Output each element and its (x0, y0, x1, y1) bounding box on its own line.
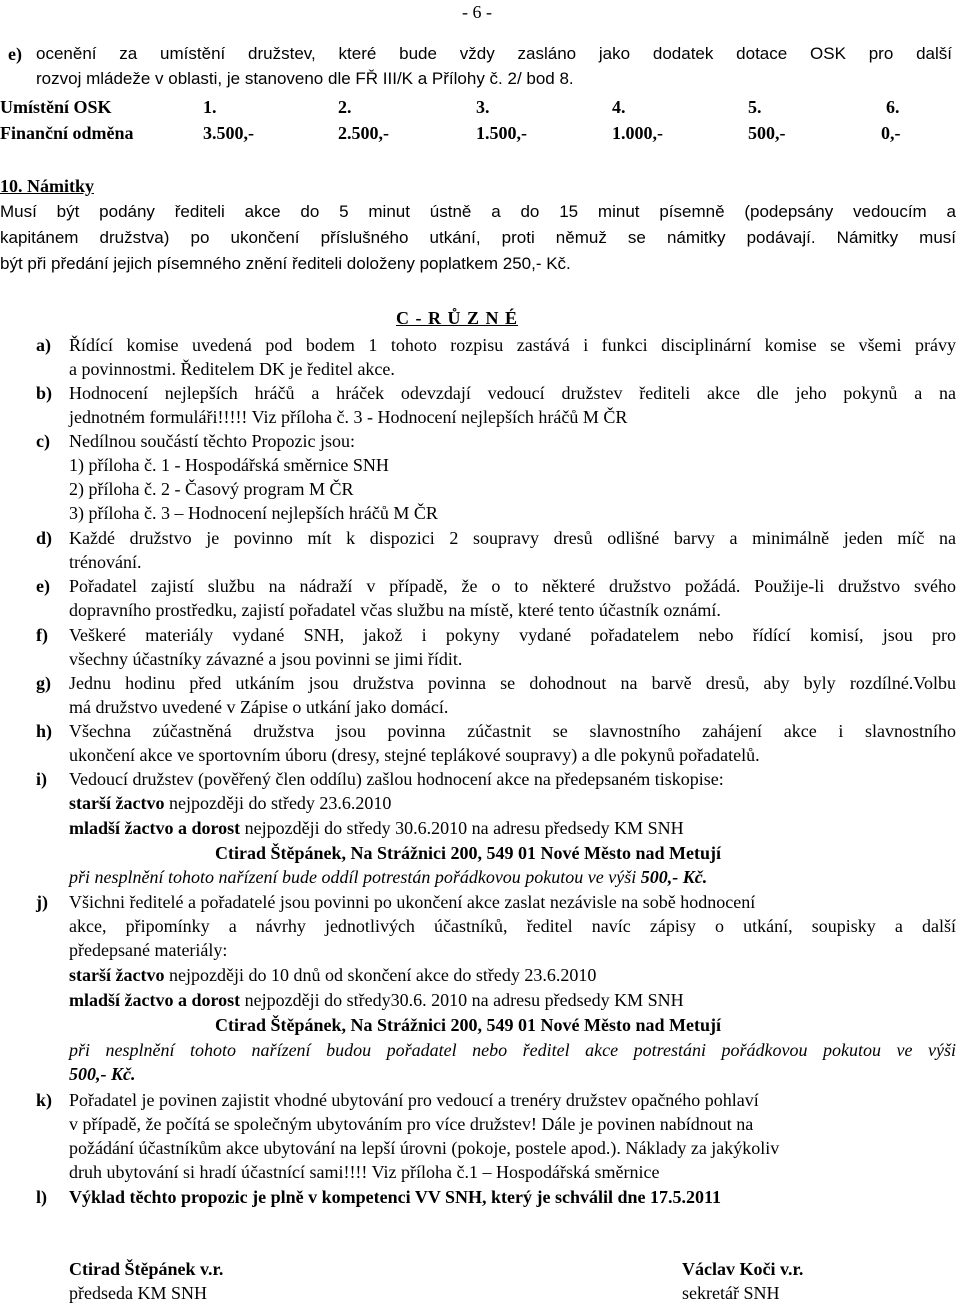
list-item: 2) příloha č. 2 - Časový program M ČR (69, 479, 354, 499)
table-cell: 2.500,- (338, 123, 389, 143)
paragraph-line: Každé družstvo je povinno mít k dispozici 2 soupravy dresů odlišné barvy a minimálně jeden míč na (69, 528, 956, 548)
paragraph-line: Hodnocení nejlepších hráčů a hráček odevzdají vedoucí družstev řediteli akce dle jeho pokynů a na (69, 383, 956, 403)
deadline-group: starší žactvo (69, 965, 165, 985)
penalty-amount: 500,- Kč. (640, 867, 708, 887)
paragraph-line: ocenění za umístění družstev, které bude vždy zasláno jako dodatek dotace OSK pro další (36, 44, 952, 63)
list-item: 1) příloha č. 1 - Hospodářská směrnice SNH (69, 455, 389, 475)
item-label: e) (8, 44, 22, 64)
paragraph-line: Řídící komise uvedená pod bodem 1 tohoto rozpisu zastává i funkci disciplinární komise se všemi právy (69, 335, 956, 355)
item-label: k) (36, 1090, 53, 1110)
table-cell: 4. (612, 97, 626, 117)
table-row-label: Umístění OSK (0, 97, 112, 117)
item-label: j) (36, 892, 48, 912)
address-line: Ctirad Štěpánek, Na Strážnici 200, 549 01 Nové Město nad Metují (215, 1015, 721, 1035)
paragraph-line: druh ubytování si hradí účastnící sami!!!! Viz příloha č.1 – Hospodářská směrnice (69, 1162, 660, 1182)
table-cell: 6. (886, 97, 900, 117)
page-number: - 6 - (462, 2, 492, 22)
item-label: i) (36, 769, 47, 789)
list-item: 3) příloha č. 3 – Hodnocení nejlepších hráčů M ČR (69, 503, 438, 523)
deadline-group: mladší žactvo a dorost (69, 990, 241, 1010)
item-label: c) (36, 431, 50, 451)
item-label: e) (36, 576, 50, 596)
section-heading: 10. Námitky (0, 176, 94, 196)
penalty-line (69, 865, 707, 889)
paragraph-line: rozvoj mládeže v oblasti, je stanoveno dle FŘ III/K a Přílohy č. 2/ bod 8. (36, 69, 574, 88)
paragraph-line: všechny účastníky závazné a jsou povinni se jimi řídit. (69, 649, 463, 669)
section-heading: C - R Ů Z N É (396, 308, 519, 328)
paragraph-line: jednotném formuláři!!!!! Viz příloha č. 3 - Hodnocení nejlepších hráčů M ČR (69, 407, 628, 427)
deadline-text: nejpozději do středy 30.6.2010 na adresu předsedy KM SNH (240, 818, 684, 838)
table-cell: 5. (748, 97, 762, 117)
paragraph-line: Musí být podány řediteli akce do 5 minut ústně a do 15 minut písemně (podepsány vedoucím a (0, 202, 956, 221)
item-label: b) (36, 383, 53, 403)
paragraph-line: kapitánem družstva) po ukončení příslušného utkání, proti němuž se námitky podávají. Námitky musí (0, 228, 956, 247)
paragraph-line: v případě, že počítá se společným ubytováním pro více družstev! Dále je povinen nabídnout na (69, 1114, 754, 1134)
table-cell: 1. (203, 97, 217, 117)
paragraph-line: a povinnostmi. Ředitelem DK je ředitel akce. (69, 359, 395, 379)
table-row-label: Finanční odměna (0, 123, 134, 143)
item-label: g) (36, 673, 51, 693)
deadline-line (69, 988, 684, 1012)
paragraph-line: Veškeré materiály vydané SNH, jakož i pokyny vydané pořadatelem nebo řídící komisí, jsou pro (69, 625, 956, 645)
table-cell: 2. (338, 97, 352, 117)
item-label: h) (36, 721, 53, 741)
paragraph-line: trénování. (69, 552, 142, 572)
penalty-text: při nesplnění tohoto nařízení bude oddíl potrestán pořádkovou pokutou ve výši (69, 867, 641, 887)
deadline-group: mladší žactvo a dorost (69, 818, 241, 838)
table-cell: 1.000,- (612, 123, 663, 143)
item-label: f) (36, 625, 48, 645)
table-cell: 500,- (748, 123, 786, 143)
paragraph-line: Všichni ředitelé a pořadatelé jsou povinni po ukončení akce zaslat nezávisle na sobě hodnocení (69, 892, 756, 912)
signature-name: Václav Koči v.r. (682, 1259, 804, 1279)
paragraph-line: ukončení akce ve sportovním úboru (dresy, stejné teplákové soupravy) a dle pokynů pořadatelů. (69, 745, 760, 765)
penalty-amount: 500,- Kč. (69, 1064, 136, 1084)
deadline-text: nejpozději do středy30.6. 2010 na adresu předsedy KM SNH (240, 990, 684, 1010)
address-line: Ctirad Štěpánek, Na Strážnici 200, 549 01 Nové Město nad Metují (215, 843, 721, 863)
paragraph-line: Výklad těchto propozic je plně v kompetenci VV SNH, který je schválil dne 17.5.2011 (69, 1187, 721, 1207)
paragraph-line: Jednu hodinu před utkáním jsou družstva povinna se dohodnout na barvě dresů, aby byly rozdílné.Volbu (69, 673, 956, 693)
deadline-line (69, 816, 684, 840)
table-cell: 3. (476, 97, 490, 117)
signature-name: Ctirad Štěpánek v.r. (69, 1259, 224, 1279)
paragraph-line: Vedoucí družstev (pověřený člen oddílu) zašlou hodnocení akce na předepsaném tiskopise: (69, 769, 724, 789)
paragraph-line: požádání účastníkům akce ubytování na lepší úrovni (pokoje, postele apod.). Náklady za jakýkoliv (69, 1138, 780, 1158)
deadline-line (69, 791, 391, 815)
deadline-line (69, 963, 596, 987)
item-label: a) (36, 335, 51, 355)
paragraph-line: Nedílnou součástí těchto Propozic jsou: (69, 431, 355, 451)
item-label: d) (36, 528, 53, 548)
paragraph-line: být při předání jejich písemného znění řediteli doloženy poplatkem 250,- Kč. (0, 254, 571, 273)
paragraph-line: Pořadatel zajistí službu na nádraží v případě, že o to některé družstvo požádá. Použije-li družstvo svého (69, 576, 956, 596)
paragraph-line: Pořadatel je povinen zajistit vhodné ubytování pro vedoucí a trenéry družstev opačného pohlaví (69, 1090, 759, 1110)
deadline-group: starší žactvo (69, 793, 165, 813)
item-label: l) (36, 1187, 47, 1207)
signature-role: sekretář SNH (682, 1283, 780, 1303)
table-cell: 3.500,- (203, 123, 254, 143)
deadline-text: nejpozději do středy 23.6.2010 (164, 793, 392, 813)
paragraph-line: má družstvo uvedené v Zápise o utkání jako domácí. (69, 697, 449, 717)
table-cell: 0,- (881, 123, 901, 143)
paragraph-line: předepsané materiály: (69, 940, 228, 960)
table-cell: 1.500,- (476, 123, 527, 143)
penalty-line: při nesplnění tohoto nařízení budou pořadatel nebo ředitel akce potrestáni pořádkovou pokutou ve výši (69, 1040, 956, 1060)
paragraph-line: dopravního prostředku, zajistí pořadatel včas službu na místě, které tento účastník oznámí. (69, 600, 721, 620)
paragraph-line: akce, připomínky a návrhy jednotlivých účastníků, ředitel navíc zápisy o utkání, soupisky a další (69, 916, 956, 936)
paragraph-line: Všechna zúčastněná družstva jsou povinna zúčastnit se slavnostního zahájení akce i slavnostního (69, 721, 956, 741)
deadline-text: nejpozději do 10 dnů od skončení akce do středy 23.6.2010 (164, 965, 597, 985)
signature-role: předseda KM SNH (69, 1283, 207, 1303)
